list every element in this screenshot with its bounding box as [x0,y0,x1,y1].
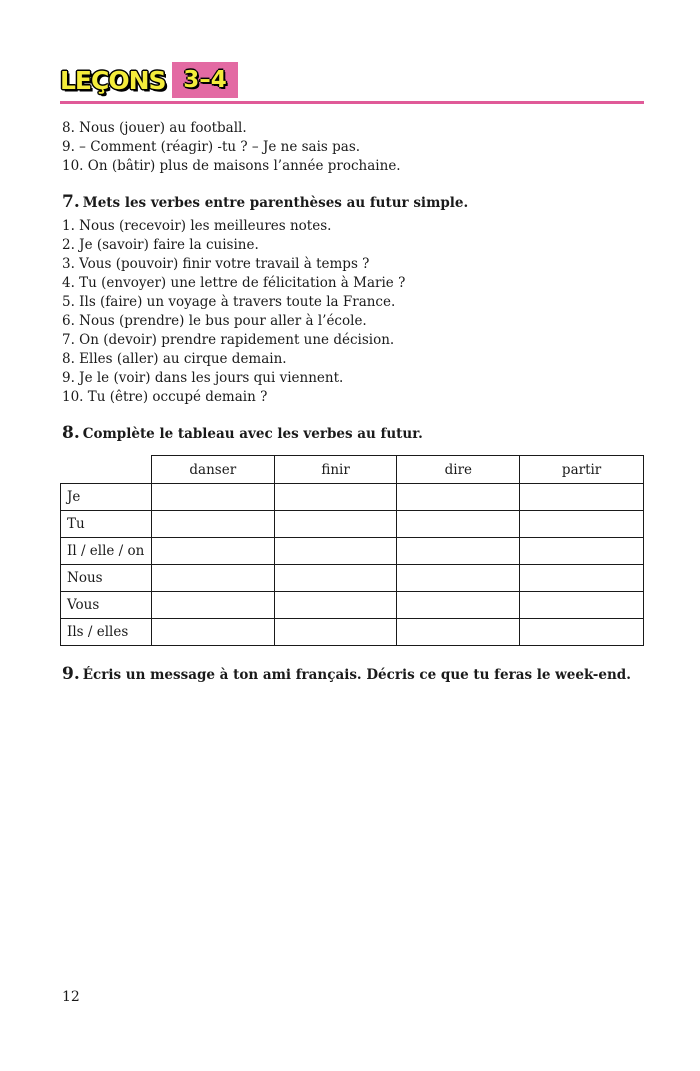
list-item: 2. Je (savoir) faire la cuisine. [62,237,259,253]
list-item: 5. Ils (faire) un voyage à travers toute la France. [62,294,396,310]
answer-cell [520,591,644,618]
answer-cell [520,538,644,565]
answer-cell [151,538,274,565]
intro-list [62,119,401,176]
future-tense-table [60,455,644,646]
list-item: 4. Tu (envoyer) une lettre de félicitation à Marie ? [62,275,406,291]
row-label: Vous [61,591,152,618]
table-row [61,618,644,645]
exercise-7-heading [62,192,468,212]
table-row [61,591,644,618]
table-row [61,564,644,591]
list-item: 7. On (devoir) prendre rapidement une décision. [62,332,395,348]
list-item: 6. Nous (prendre) le bus pour aller à l’école. [62,313,367,329]
list-item: 8. Nous (jouer) au football. [62,120,247,136]
answer-cell [151,618,274,645]
answer-cell [274,618,397,645]
exercise-9-heading [62,664,631,684]
list-item: 9. Je le (voir) dans les jours qui viennent. [62,370,344,386]
exercise-instruction: Complète le tableau avec les verbes au futur. [82,426,423,442]
column-header: partir [520,456,644,484]
answer-cell [274,538,397,565]
answer-cell [274,591,397,618]
exercise-instruction: Écris un message à ton ami français. Décris ce que tu feras le week-end. [82,667,631,683]
table-row [61,484,644,511]
table-row [61,511,644,538]
exercise-instruction: Mets les verbes entre parenthèses au futur simple. [82,195,469,211]
page-header [60,60,644,106]
answer-cell [274,484,397,511]
list-item: 3. Vous (pouvoir) finir votre travail à temps ? [62,256,370,272]
list-item: 1. Nous (recevoir) les meilleures notes. [62,218,332,234]
answer-cell [397,591,520,618]
lesson-range-badge: 3–4 [172,62,238,98]
answer-cell [397,538,520,565]
exercise-number: 7. [62,192,80,212]
table-header-row [61,456,644,484]
answer-cell [397,511,520,538]
answer-cell [151,591,274,618]
answer-cell [151,511,274,538]
list-item: 10. On (bâtir) plus de maisons l’année prochaine. [62,158,401,174]
row-label: Ils / elles [61,618,152,645]
answer-cell [397,484,520,511]
answer-cell [397,564,520,591]
answer-cell [274,511,397,538]
table-row [61,538,644,565]
answer-cell [520,511,644,538]
page-number: 12 [62,989,80,1005]
row-label: Nous [61,564,152,591]
row-label: Je [61,484,152,511]
answer-cell [520,484,644,511]
column-header: finir [274,456,397,484]
answer-cell [151,564,274,591]
lessons-title: LEÇONS [60,66,166,95]
exercise-7-list [62,217,405,407]
list-item: 9. – Comment (réagir) -tu ? – Je ne sais pas. [62,139,361,155]
list-item: 10. Tu (être) occupé demain ? [62,389,268,405]
answer-cell [397,618,520,645]
answer-cell [274,564,397,591]
column-header: dire [397,456,520,484]
answer-cell [151,484,274,511]
row-label: Tu [61,511,152,538]
row-label: Il / elle / on [61,538,152,565]
answer-cell [520,564,644,591]
exercise-number: 8. [62,423,80,443]
column-header: danser [151,456,274,484]
exercise-8-heading [62,423,423,443]
answer-cell [520,618,644,645]
exercise-number: 9. [62,664,80,684]
header-divider [60,101,644,104]
table-corner-cell [61,456,152,484]
list-item: 8. Elles (aller) au cirque demain. [62,351,287,367]
